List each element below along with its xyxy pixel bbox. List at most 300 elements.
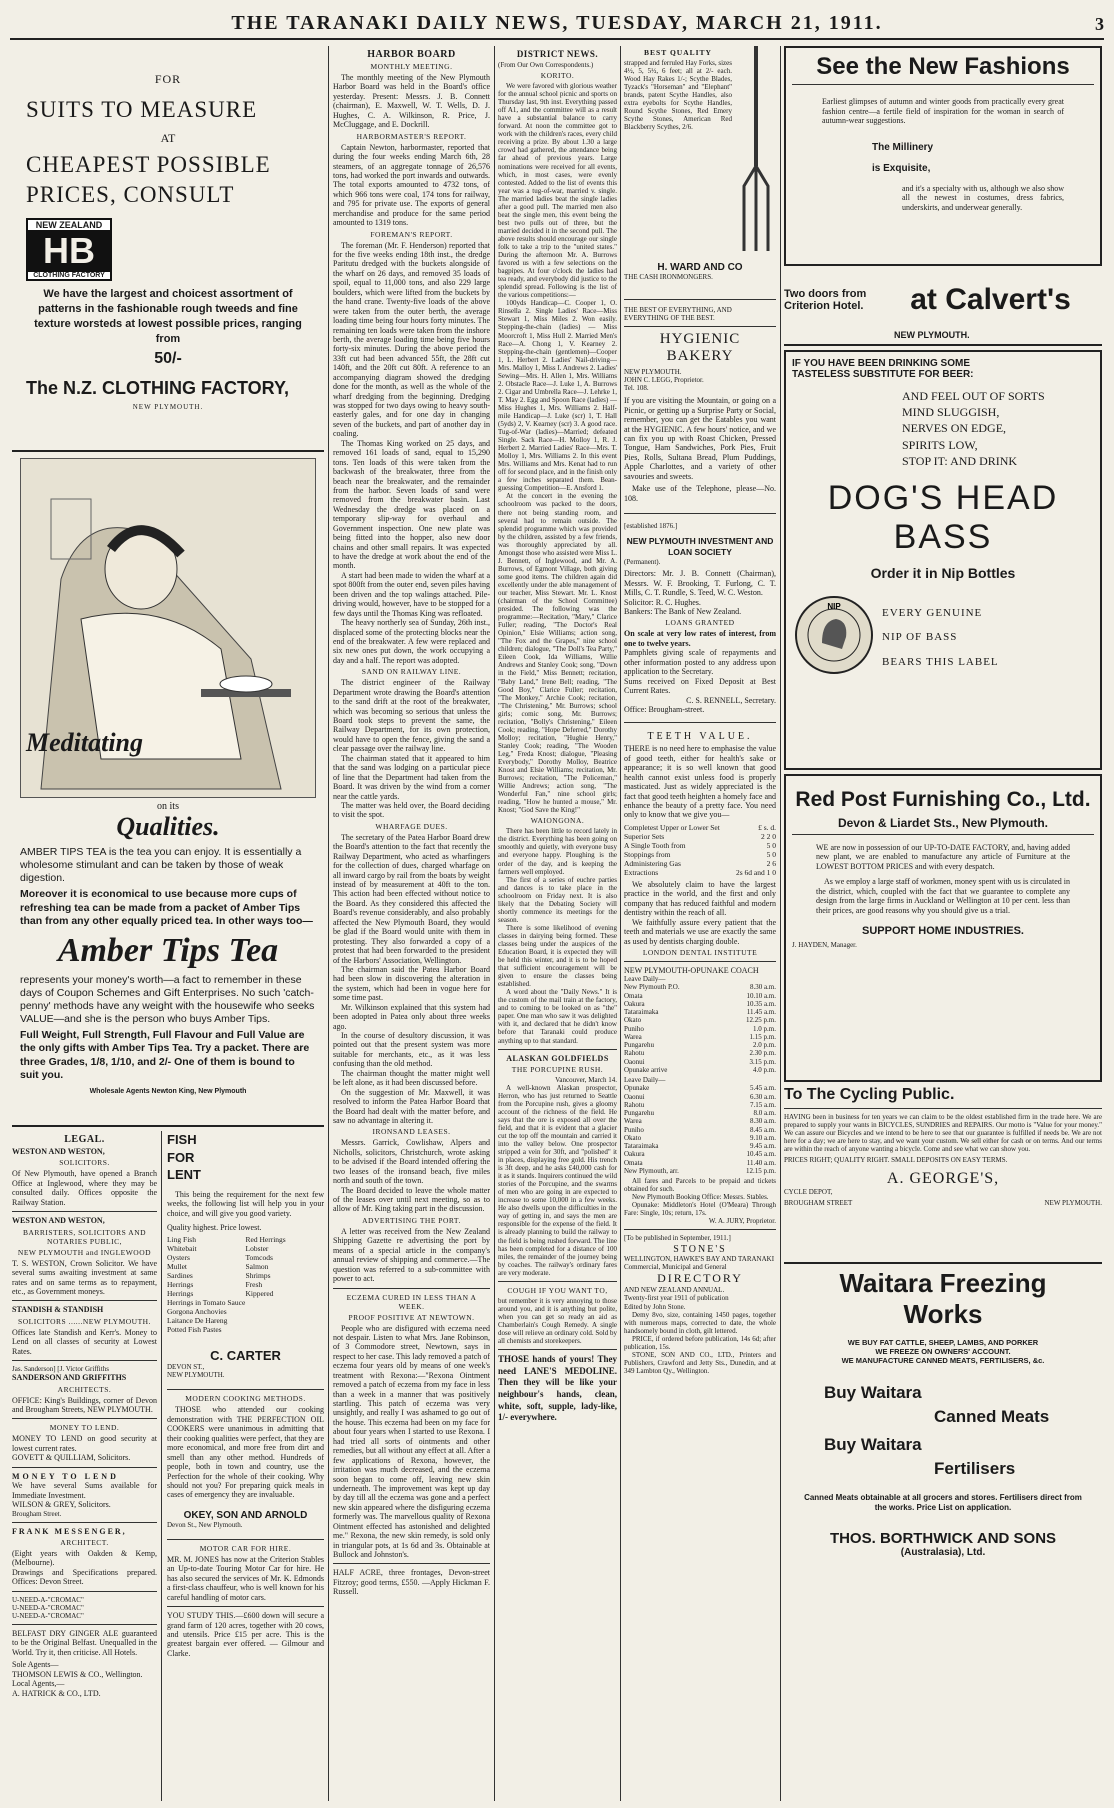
divider bbox=[12, 450, 324, 452]
harbor-title: HARBOR BOARD bbox=[367, 49, 456, 60]
alaskan-title: ALASKAN GOLDFIELDS bbox=[506, 1053, 609, 1063]
coach-row-cell: Opunake arrive bbox=[624, 1065, 668, 1074]
alaskan-text: A well-known Alaskan prospector, Herron, who has just returned to Seattle from the Porcupine rush, gives a gloomy account of the richness of the field. He says that the ore is exposed all over the field, and that it is evident that a glacier cut the top off the mountain and carried it into the valley below. One prospector stripped a vein for 30ft, and "polished" it in places, displaying free gold. His trench is 3ft deep, and he asks £40,000 cash for it as it stands. Inquirers continued the wild stories of the Porcupine, and the swarms of men who are going in are expected to increase to some 10,000 in a few weeks. He also dwells upon the difficulties in the way of getting in, and says the men are responsible for the expense of the field. It is already planning to build the railway to the field is being rushed forward. The line has been completed for a distance of 100 miles, the remainder of the journey being by coaches. The railway's ordinary fares are very moderate. bbox=[498, 1083, 617, 1277]
waiongona-title: WAIONGONA. bbox=[530, 816, 585, 826]
coach-row bbox=[624, 1058, 776, 1066]
messenger-role: ARCHITECT. bbox=[60, 1538, 109, 1548]
suits-town: NEW PLYMOUTH. bbox=[132, 403, 204, 412]
waiongona-p5: There is some likelihood of evening classes in dairying being formed. These classes being under the auspices of the Education Board, it is expected they will be held this winter, and it is to be hoped that sufficient encouragement will be given to ensure the classes being established. bbox=[498, 923, 617, 989]
fashions-p1: Earliest glimpses of autumn and winter goods from practically every great fashion centre—a fertile field of inspiration for the woman in search of autumn-wear suggestions. bbox=[822, 97, 1064, 126]
label-logo-text: NIP bbox=[827, 601, 841, 611]
fish-item: Herrings in Tomato Sauce bbox=[167, 1298, 246, 1308]
beer-line-1: IF YOU HAVE BEEN DRINKING SOME bbox=[792, 358, 970, 369]
dogs-head-1: DOG'S HEAD bbox=[827, 478, 1059, 517]
bakery-phone: Make use of the Telephone, please—No. 108. bbox=[624, 484, 776, 503]
fish-column bbox=[162, 1131, 324, 1801]
money2-firm: WILSON & GREY, Solicitors. bbox=[12, 1500, 111, 1510]
calvert-town: NEW PLYMOUTH. bbox=[894, 330, 970, 340]
half-acre-text: HALF ACRE, three frontages, Devon-street Fitzroy; good terms, £550. —Apply Hickman F. Russell. bbox=[333, 1568, 490, 1597]
coach-row bbox=[624, 1134, 776, 1142]
coach-row bbox=[624, 1167, 776, 1175]
cough-title: COUGH IF YOU WANT TO, bbox=[507, 1285, 608, 1295]
fish-item: Tomcods bbox=[245, 1253, 273, 1263]
tea-para-3: represents your money's worth—a fact to remember in these days of Coupon Schemes and Gift Enterprises. No such 'catch-penny' methods have any weight with the housewife who seeks VALUE—and she is the person who buys Amber Tips. bbox=[20, 973, 315, 1026]
hay-fork-advert bbox=[624, 46, 776, 256]
teeth-row-cell: 5 0 bbox=[766, 840, 776, 850]
coach-row-cell: Omata bbox=[624, 1158, 643, 1167]
divider bbox=[498, 1281, 617, 1282]
eczema-sub: PROOF POSITIVE AT NEWTOWN. bbox=[348, 1312, 475, 1322]
eczema-text: People who are disfigured with eczema need not despair. Listen to what Mrs. Jane Robinson, of 3 Commodore street, Newtown, says in respect to her case. This lady removed a patch of eczema four years old by means of one week's treatment with Rexona:—"Rexona Ointment removed a patch of eczema from my face in less than a week in a manner that was positively startling. This patch of eczema was very unsightly, and really I was ashamed to go out of the house. This eczema had been on my face for about four years when I started to use Rexona. I had tried all sorts of ointments and other remedies, but all without any effect at all. After a few applications of Rexona, however, the irritation was much decreased, and the eczema soon began to come off, leaving new skin underneath. The improvement was kept up day by day till all the eczema was gone and a perfect new skin appeared where the disfiguring eczema formerly was. The marvellous quality of Rexona Ointment effected has astonished and delighted me." Rexona, the new skin remedy, is sold only in triangular pots, at 1s 6d and 3s. Obtainable at Bullock and Johnston's. bbox=[333, 1323, 490, 1559]
coach-row bbox=[624, 983, 776, 991]
messenger-text2: Drawings and Specifications prepared. Offices: Devon Street. bbox=[12, 1567, 157, 1587]
directory-pub: [To be published in September, 1911.] bbox=[624, 1234, 731, 1243]
harbor-p9: The matter was held over, the Board deciding to visit the spot. bbox=[333, 800, 490, 820]
teeth-row bbox=[624, 868, 776, 877]
society-est: [established 1876.] bbox=[624, 522, 678, 531]
teeth-row-cell: Stoppings from bbox=[624, 849, 671, 859]
directory-title: STONE'S bbox=[673, 1244, 727, 1256]
coach-row bbox=[624, 1150, 776, 1158]
masthead bbox=[10, 12, 1104, 40]
teeth-text: THERE is no need here to emphasise the value of good teeth, either for health's sake or appearance; it is so well known that good health cannot exist unless food is properly masticated. Just as widely appreciated is the fact that good teeth heighten a homely face and enhance the beauty of a pretty face. You need only to know that we give you— bbox=[624, 744, 776, 820]
harbor-p3: The foreman (Mr. F. Henderson) reported that for the five weeks ending 18th inst., the dredge Paritutu dredged with the buckets alongside of the wharf on 26 days, and removed 35 loads of spoil, equal to 11,000 tons, and also 229 large boulders, which were lifted from the buckets by the hand crane. Twenty-five loads of the above were taken from the outer berth, the average loading time being four hours forty minutes. The remaining ten loads were taken from the inshore berth, the average loading time being five hours forty-six minutes. During the above period the 33ft cut had been advanced 55ft, the 28ft cut 140ft, and the 20ft cut 80ft. A reference to an accompanying diagram showed the dredging done for the month, as well as the whole of the wharf dredging from the beginning. Dredging was stopped for two days owing to heavy south-easterly gales, and for one day in changing seven of the buckets, and part of another day in coaling. bbox=[333, 240, 490, 439]
fish-firm: C. CARTER bbox=[210, 1348, 281, 1364]
money1-firm: GOVETT & QUILLIAM, Solicitors. bbox=[12, 1453, 131, 1463]
divider bbox=[12, 1211, 157, 1212]
directory-editor: Edited by John Stone. bbox=[624, 1302, 686, 1311]
hb-logo-top: NEW ZEALAND bbox=[28, 220, 110, 230]
bakery-owner: JOHN C. LEGG, Proprietor. bbox=[624, 376, 704, 385]
study-text: YOU STUDY THIS.—£600 down will secure a grand farm of 120 acres, together with 20 cows, and utensils. Price £15 per acre. This is the greatest bargain ever offered. — Gilmour and Clarke. bbox=[167, 1611, 324, 1658]
money2-place: Brougham Street. bbox=[12, 1509, 62, 1518]
suits-body: We have the largest and choicest assortment of patterns in the fashionable rough tweeds and fine texture worsteds at lowest possible prices, ranging from bbox=[34, 288, 302, 345]
harbor-sub: MONTHLY MEETING. bbox=[370, 62, 453, 71]
legal-a4-text: OFFICE: King's Buildings, corner of Devon and Brougham Streets, NEW PLYMOUTH. bbox=[12, 1395, 157, 1415]
coach-row-cell: Oaonui bbox=[624, 1092, 645, 1101]
harbor-s6: ADVERTISING THE PORT. bbox=[362, 1215, 461, 1225]
coach-row-cell: Rahotu bbox=[624, 1049, 645, 1058]
teeth-row-cell: £ s. d. bbox=[758, 822, 776, 832]
bakery-title: HYGIENIC BAKERY bbox=[659, 331, 741, 365]
coach-row bbox=[624, 1066, 776, 1074]
coach-row-cell: Oakura bbox=[624, 1150, 645, 1159]
waitara-advert bbox=[784, 1268, 1102, 1558]
teeth-text3: We faithfully assure every patient that the teeth and materials we use are exactly the same as used by dentists charging double. bbox=[624, 917, 776, 946]
directory-sub2: Commercial, Municipal and General bbox=[624, 1263, 727, 1272]
fish-title-1: FISH bbox=[167, 1132, 197, 1147]
teeth-row-cell: Completest Upper or Lower Set bbox=[624, 822, 720, 832]
cough-text: but remember it is very annoying to those around you, and it is anything but polite, when you can get so ready an aid as Chamberlain's Cough Remedy. A single dose will relieve an ordinary cold. Sold by all chemists and storekeepers. bbox=[498, 1296, 617, 1345]
coach-leave-1: Leave Daily— bbox=[624, 975, 666, 984]
bakery-tag-1: THE BEST OF EVERYTHING, AND bbox=[624, 306, 732, 315]
coach-text: All fares and Parcels to be prepaid and tickets obtained for such. bbox=[624, 1177, 776, 1194]
directory-firm: STONE, SON AND CO., LTD., Printers and Publishers, Crawford and Jetty Sts., Dunedin, and at 349 Lambton Qy., Wellington. bbox=[624, 1350, 776, 1375]
fish-item: Salmon bbox=[245, 1262, 269, 1272]
society-text2: Sums received on Fixed Deposit at Best Current Rates. bbox=[624, 676, 776, 696]
legal-a2-text: T. S. WESTON, Crown Solicitor. We have several sums awaiting investment at same rates and on same terms as to repayment, etc., as Government moneys. bbox=[12, 1258, 157, 1296]
coach-row-cell: Omata bbox=[624, 991, 643, 1000]
label-line-1: EVERY GENUINE bbox=[882, 607, 983, 620]
waitara-title-1: Waitara Freezing bbox=[839, 1268, 1047, 1298]
fashions-title: See the New Fashions bbox=[816, 53, 1070, 80]
cycling-firm: A. GEORGE'S, bbox=[886, 1170, 1000, 1188]
coach-timetable-return bbox=[624, 1084, 776, 1175]
fish-item: Ling Fish bbox=[167, 1235, 196, 1245]
fish-item bbox=[246, 1307, 325, 1316]
divider bbox=[12, 1125, 324, 1127]
coach-proprietor: W. A. JURY, Proprietor. bbox=[708, 1217, 776, 1226]
coach-row-cell: Puniho bbox=[624, 1125, 644, 1134]
legal-column bbox=[12, 1131, 162, 1801]
harbor-p14: The chairman thought the matter might well be left alone, as it had been discussed before. bbox=[333, 1068, 490, 1088]
calvert-left-2: Criterion Hotel. bbox=[784, 300, 864, 312]
divider bbox=[498, 1049, 617, 1050]
beer-line-7: STOP IT: AND DRINK bbox=[902, 453, 1018, 468]
dogs-head-label-icon bbox=[792, 593, 876, 677]
teeth-title: TEETH VALUE. bbox=[647, 731, 753, 743]
local-agents: Local Agents,— bbox=[12, 1679, 65, 1689]
waitara-line-3: WE MANUFACTURE CANNED MEATS, FERTILISERS, &c. bbox=[841, 1356, 1045, 1365]
divider bbox=[12, 1591, 157, 1592]
legal-a4-line: Jas. Sanderson] [J. Victor Griffiths bbox=[12, 1365, 109, 1374]
coach-row-cell: 5.45 a.m. bbox=[749, 1084, 776, 1093]
canned-meats: Canned Meats bbox=[934, 1407, 1050, 1426]
harbor-p11: The chairman said the Patea Harbor Board had been slow in discovering the alteration in the system, which had been in vogue here for some time past. bbox=[333, 964, 490, 1003]
hb-logo-bottom: CLOTHING FACTORY bbox=[28, 272, 110, 279]
fish-item: Shrimps bbox=[245, 1271, 271, 1281]
fashions-p2: and it's a specialty with us, although we also show all the newest in costumes, dress fabrics, underskirts, and underwear generally. bbox=[902, 183, 1064, 212]
nip-bottles: Order it in Nip Bottles bbox=[870, 564, 1016, 581]
bakery-tag-2: EVERYTHING OF THE BEST. bbox=[624, 314, 715, 323]
teeth-row bbox=[624, 841, 776, 850]
column-rule bbox=[494, 46, 495, 1801]
coach-row-cell: 8.45 a.m. bbox=[749, 1125, 776, 1134]
divider bbox=[12, 1624, 157, 1625]
fertilisers: Fertilisers bbox=[934, 1459, 1016, 1478]
bakery-tel: Tel. 108. bbox=[624, 384, 649, 393]
nip-label-logo bbox=[792, 593, 882, 682]
borthwick-firm: THOS. BORTHWICK AND SONS bbox=[829, 1529, 1057, 1547]
coach-row bbox=[624, 1084, 776, 1092]
redpost-title: Red Post Furnishing Co., Ltd. bbox=[795, 788, 1091, 811]
legal-a1-role: SOLICITORS. bbox=[59, 1158, 110, 1168]
fish-title-2: FOR bbox=[167, 1149, 195, 1165]
coach-opunake: Opunake: Middleton's Hotel (O'Meara) Through Fare: Single, 10s; return, 17s. bbox=[624, 1201, 776, 1218]
coach-row bbox=[624, 992, 776, 1000]
dogs-head-bass-advert bbox=[784, 350, 1102, 770]
coach-row-cell: 1.0 p.m. bbox=[753, 1024, 776, 1033]
teeth-row-cell: Superior Sets bbox=[624, 831, 665, 841]
fork-head: BEST QUALITY bbox=[644, 48, 712, 57]
cooking-firm: OKEY, SON AND ARNOLD bbox=[183, 1509, 308, 1521]
page-number: 3 bbox=[1095, 14, 1104, 34]
coach-row-cell: Tataraimaka bbox=[624, 1142, 659, 1150]
redpost-p1: WE are now in possession of our UP-TO-DATE FACTORY, and, having added new plant, we are enabled to manufacture any article of Furniture at the LOWEST BOTTOM PRICES and with every despatch. bbox=[816, 843, 1070, 871]
harbor-p2: Captain Newton, harbormaster, reported that during the four weeks ending March 6th, 28 steamers, of an aggregate tonnage of 26,576 tons, had worked the port inwards and outwards. The total exports amounted to 4732 tons, of which 966 tons were coal, 174 tons for railway, and 795 for private use. The exports of general merchandise and produce for the same period amounted to 1319 tons. bbox=[333, 142, 490, 228]
tea-meditating: Meditating bbox=[26, 728, 144, 757]
fork-firm-sub: THE CASH IRONMONGERS. bbox=[624, 273, 713, 281]
redpost-manager: J. HAYDEN, Manager. bbox=[792, 941, 857, 950]
coach-row-cell: 10.45 a.m. bbox=[746, 1150, 776, 1159]
coach-row-cell: Oakura bbox=[624, 999, 645, 1008]
fish-item: Herrings bbox=[167, 1280, 194, 1290]
divider bbox=[333, 1563, 490, 1564]
teeth-row bbox=[624, 832, 776, 841]
money2-title: MONEY TO LEND bbox=[12, 1471, 119, 1481]
society-loans: LOANS GRANTED bbox=[665, 618, 735, 628]
calverts-advert bbox=[784, 270, 1102, 330]
coach-booking: New Plymouth Booking Office: Messrs. Stables. bbox=[632, 1193, 769, 1202]
society-loans-text: On scale at very low rates of interest, from one to twelve years. bbox=[624, 629, 776, 648]
sole-agents-firm: THOMSON LEWIS & CO., Wellington. bbox=[12, 1669, 143, 1679]
millinery-2: is Exquisite, bbox=[872, 162, 931, 174]
harbor-p13: In the course of desultory discussion, it was pointed out that the present system was more suitable for merchants, etc., as it was less confusing than the old method. bbox=[333, 1031, 490, 1069]
suits-line1: SUITS TO MEASURE bbox=[26, 97, 258, 122]
millinery-1: The Millinery bbox=[872, 141, 934, 153]
society-title: NEW PLYMOUTH INVESTMENT AND LOAN SOCIETY bbox=[626, 536, 774, 558]
korito-p2: At the concert in the evening the schoolroom was packed to the doors, there not being standing room, and several had to remain outside. The splendid programme which was provided by the children, assisted by a few friends, was thoroughly appreciated by all. Amongst those who assisted were Miss L. J. Bennett, of Inglewood, and Mr. A. Burrows, of Egmont Village, both giving some good items. The children again did excellently under the able management of our teacher, Miss Stewart. Mr. L. Knost (chairman of the School Committee) presided. The following was the programme:—Recitation, "Mary," Clarice Fuller; reading, "The Doctor's Real Opinion," Elsie Williams; action song, "The Fox and the Grapes," nine school children; dialogue, "The Doll's Tea Party," Eileen Cook, Ida Williams, Willie Andrews and Stanley Cook; song, "Down in the Field," Miss Bennett; recitation, "Baby Land," Irene Bell; reading, "The Good Boy," Clarice Fuller; recitation, "The Monkey," Archie Cook; recitation, "The Christening," Mr. Burrows; school girls; comic song, Mr. Burrows; recitation, "Bolly's Christening," Eileen Cook; reading, "Hope Deferred," Dorothy Molloy; recitation, "Hughie Henry," Stanley Cook; reading, "The Wooden Leg," Freda Knost; dialogue, "Pleasing Everybody," Dorothy Molloy, Beatrice Knost and Elsie Williams; recitation, Mr. Burrows; recitation, "The Policeman," Willie Andrews; action song, "The Wonderful Fan," nine school girls; reading, "How he hunted a mouse," Mr. Knost; "God Save the King!" bbox=[498, 492, 617, 815]
coach-row bbox=[624, 1041, 776, 1049]
legal-a4-name: SANDERSON AND GRIFFITHS bbox=[12, 1373, 127, 1383]
harbor-p16: Messrs. Garrick, Cowlishaw, Alpers and Nicholls, solicitors, Christchurch, wrote asking to be advised if the Board intended offering the two leases of the ironsand beach, five miles north and south of the town. bbox=[333, 1138, 490, 1186]
fish-item: Herrings bbox=[167, 1289, 194, 1299]
divider bbox=[12, 1467, 157, 1468]
society-text: Pamphlets giving scale of repayments and other information posted to any address upon application to the Secretary. bbox=[624, 648, 776, 677]
teeth-text2: We absolutely claim to have the largest practice in the world, and the first and only company that has reduced faithful and modern dentistry within the reach of all. bbox=[624, 879, 776, 918]
legal-a3-role: SOLICITORS ......NEW PLYMOUTH. bbox=[18, 1316, 151, 1326]
fish-item: Lobster bbox=[245, 1244, 269, 1254]
money2-text: We have several Sums available for Immediate Investment. bbox=[12, 1481, 157, 1500]
beer-line-2: TASTELESS SUBSTITUTE FOR BEER: bbox=[792, 369, 974, 380]
society-solicitor: Solicitor: R. C. Hughes. bbox=[624, 597, 701, 607]
teeth-price-table bbox=[624, 823, 776, 877]
redpost-support: SUPPORT HOME INDUSTRIES. bbox=[862, 925, 1024, 938]
hb-logo bbox=[26, 218, 112, 281]
cromac-2: U-NEED-A-"CROMAC" bbox=[12, 1603, 84, 1612]
bakery-text: If you are visiting the Mountain, or going on a Picnic, or getting up a Surprise Party or Social, remember, you can get the Eatables you want at the HYGIENIC. A few hours' notice, and we can fix you up with Roast Chicken, Pressed Tongue, Ham Sandwiches, Pork Pies, Fruit Pies, Rolls, Sultana Bread, Plum Puddings, Apple Charlottes, and a variety of other savouries and sweets. bbox=[624, 396, 776, 481]
fish-item bbox=[246, 1298, 325, 1307]
coach-row bbox=[624, 1049, 776, 1057]
korito-p1: We were favored with glorious weather for the annual school picnic and sports on Thursday last, 9th inst. Everything passed off A1, and the committee will as a result have a substantial balance to carry forward. At noon the committee got to work with the children's races, every child receiving a prize. By about 1.30 a large crowd had gathered, the attendance being far ahead of previous years. Large nominations were received for all events, which, in most cases, were evenly contested. Added to the list of events this year was a tug-of-war, married v. single. The married ladies beat the single ladies after a good pull. The married men also beat the single men, this event being the best two pulls out of three, but the married decided it in the second pull. The above results should encourage our single folk to take a trip to the "united states." During the afternoon Mr. A. Burrows favored us with a few selections on the bagpipes. At four o'clock the ladies had tea ready, and everybody did justice to the splendid spread. Following is the list of the various competitions:— bbox=[498, 82, 617, 300]
harbor-p18: A letter was received from the New Zealand Shipping Gazette re advertising the port by means of a special article in the company's annual review of shipping and commerce.—The question was referred to a sub-committee with power to act. bbox=[333, 1226, 490, 1284]
coach-row-cell: Pungarehu bbox=[624, 1041, 654, 1050]
coach-row-cell: Warea bbox=[624, 1117, 642, 1126]
bakery-town: NEW PLYMOUTH. bbox=[624, 368, 682, 377]
harbor-p17: The Board decided to leave the whole matter of the leases over until next meeting, so as to allow of Mr. King taking part in the discussion. bbox=[333, 1185, 490, 1214]
directory-big: DIRECTORY bbox=[657, 1271, 743, 1286]
fish-item bbox=[246, 1325, 325, 1334]
coach-row-cell: Oaonui bbox=[624, 1057, 645, 1066]
coach-row-cell: Puniho bbox=[624, 1024, 644, 1033]
suits-line2: CHEAPEST POSSIBLE bbox=[26, 152, 271, 177]
money1-title: MONEY TO LEND. bbox=[49, 1423, 120, 1433]
hb-logo-mid: HB bbox=[28, 230, 110, 272]
fish-item: Kippered bbox=[245, 1289, 274, 1299]
column-rule bbox=[780, 46, 781, 1801]
divider bbox=[784, 344, 1102, 346]
coach-row bbox=[624, 1126, 776, 1134]
divider bbox=[12, 1522, 157, 1523]
column-3-district-news bbox=[498, 46, 617, 1801]
cycling-text: HAVING been in business for ten years we can claim to be the oldest established firm in the trade here. We are prepared to supply your wants in BICYCLES, SUNDRIES and REPAIRS. Our motto is "Value for your money." We can assure our Bicycles and we intend to be here to see that our guarantee is fulfilled if needs be. We are not here for a day; we are here to stay, and we want your custom. We sell either for cash or on terms. And our terms are within the reach of anyone wanting a bicycle. Come and see what we can show you. bbox=[784, 1113, 1102, 1154]
cooking-title: MODERN COOKING METHODS. bbox=[185, 1394, 306, 1404]
motor-title: MOTOR CAR FOR HIRE. bbox=[199, 1543, 292, 1553]
directory-sub3: AND NEW ZEALAND ANNUAL. bbox=[624, 1286, 725, 1295]
harbor-p8: The chairman stated that it appeared to him that the sand was lodging on a particular piece of line that the Department had taken from the Board. It was driven by the wind from a corner near the cattle yards. bbox=[333, 753, 490, 801]
column-rule bbox=[620, 46, 621, 1801]
teeth-row-cell: 2 6 bbox=[766, 858, 776, 868]
coach-row bbox=[624, 1101, 776, 1109]
korito-results: 100yds Handicap—C. Cooper 1, O. Rinsella 2. Single Ladies' Race—Miss Stewart 1, Miss Miles 2. Won easily. Stepping-the-chain (ladies) — Miss Moorcroft 1, Miss Hull 2. Married Men's Race—A. Chong 1, V. Kearney 2. Stepping-the-chain (gentlemen)—Cooper 1, L. Herbert 2. Ladies' Nail-driving—Mrs. Malloy 1, Miss I. Andrews 2. Ladies' Sewing—Mrs. H. Allen 1, Mrs. Williams 2. Obstacle Race—J. Luke 1, A. Burrows 2. Cigar and Umbrella Race—J. Lehrke 1, T. May 2. Egg and Spoon Race (ladies) —Miss Hughes 1, Mrs. Williams 2. Half-mile Handicap—J. Luke (scr) 1, T. Hall (5yds) 2, V. Kearney (scr) 3. A good race. Tug-of-War (ladies)—Married; defeated Single. Sack Race—H. Molloy 1, R. J. Herbert 2. Married Ladies' Race—Mrs. T. Molloy 1, Mrs. Williams 2. In this event Mrs. Williams and Mrs. Kenat had to run off for second place, and in the finish only a few inches separated them. Bean-guessing Competition—E. Ansford 1. bbox=[498, 299, 617, 493]
column-5 bbox=[784, 46, 1102, 1801]
coach-row-cell: 11.45 a.m. bbox=[746, 1008, 776, 1017]
harbor-p15: On the suggestion of Mr. Maxwell, it was resolved to inform the Patea Harbor Board that the Board had dealt with the matter before, and saw no advantage in altering it. bbox=[333, 1087, 490, 1125]
harbor-p6: The heavy northerly sea of Sunday, 26th inst., displaced some of the protecting blocks near the end of the breakwater. A few were replaced and six new ones put down, the work occupying a day and a half. The report was adopted. bbox=[333, 618, 490, 665]
legal-a1-name: WESTON AND WESTON, bbox=[12, 1147, 105, 1156]
tea-agents: Wholesale Agents Newton King, New Plymouth bbox=[89, 1087, 247, 1095]
coach-row bbox=[624, 1016, 776, 1024]
coach-row bbox=[624, 1025, 776, 1033]
alaskan-dateline: Vancouver, March 14. bbox=[555, 1075, 617, 1084]
cromac-1: U-NEED-A-"CROMAC" bbox=[12, 1595, 84, 1604]
waitara-line-2: WE FREEZE ON OWNERS' ACCOUNT. bbox=[875, 1347, 1011, 1356]
fish-title-3: LENT bbox=[167, 1167, 201, 1183]
coach-row-cell: 9.45 a.m. bbox=[749, 1142, 776, 1150]
directory-year: Twenty-first year 1911 of publication bbox=[624, 1294, 729, 1303]
coach-row bbox=[624, 1008, 776, 1016]
teeth-row-cell: Extractions bbox=[624, 867, 659, 877]
harbor-p10: The secretary of the Patea Harbor Board drew the Board's attention to the fact that recently the Railway Department, who acted as wharfingers for the collection of dues, charged wharfage on all inward cargo by rail from the boats by weight instead of by measurement at 40ft to the ton. This action had been effected without notice to the Board. As they considered this affected the Board's revenue considerably, and also probably affected the New Plymouth Board, they would be glad if the Board would unite with them in protesting. They also forwarded a copy of a protest that had been forwarded to the president of the Harbors' Association, Wellington. bbox=[333, 832, 490, 965]
coach-row bbox=[624, 1000, 776, 1008]
waiongona-p6: A word about the "Daily News." It is the custom of the mail train at the factory, and to coming to be looked on as "the" paper. One man who saw it was delighted with it, and declared that he didn't know before that Taranaki could produce anything up to that standard. bbox=[498, 988, 617, 1045]
teeth-row-cell: Administering Gas bbox=[624, 858, 681, 868]
divider bbox=[792, 84, 1094, 85]
column-4 bbox=[624, 46, 776, 1801]
fish-list bbox=[167, 1235, 324, 1334]
suits-line3: PRICES, CONSULT bbox=[26, 182, 235, 207]
coach-row-cell: 8.30 a.m. bbox=[749, 1117, 776, 1126]
cycling-addr-left: BROUGHAM STREET bbox=[784, 1199, 853, 1208]
tea-para-4: Full Weight, Full Strength, Full Flavour and Full Value are the only gifts with Amber Tips Tea. Try a packet. There are three Grades, 1/8, 1/10, and 2/- One of them is bound to suit you. bbox=[20, 1029, 310, 1081]
coach-row bbox=[624, 1033, 776, 1041]
coach-row bbox=[624, 1109, 776, 1117]
amber-tips-advert bbox=[12, 456, 324, 1121]
divider bbox=[12, 1360, 157, 1361]
suits-for: FOR bbox=[154, 72, 182, 86]
coach-row-cell: Rahotu bbox=[624, 1100, 645, 1109]
fish-item: Gorgona Anchovies bbox=[167, 1307, 227, 1317]
divider bbox=[12, 1300, 157, 1301]
coach-row-cell: Warea bbox=[624, 1032, 642, 1041]
legal-a2-place: NEW PLYMOUTH and INGLEWOOD bbox=[17, 1247, 152, 1257]
motor-text: MR. M. JONES has now at the Criterion Stables an Up-to-date Touring Motor Car for hire. He has also secured the services of Mr. K. Edmonds a first-class chauffeur, who is well known for his careful handling of motor cars. bbox=[167, 1554, 324, 1602]
teeth-row-cell: 5 0 bbox=[766, 849, 776, 859]
harbor-p5: A start had been made to widen the wharf at a spot 800ft from the outer end, seven piles having been driven and the top walings attached. Pile-driving would, however, have to be stopped for a few days until the Thomas King was refloated. bbox=[333, 570, 490, 618]
teeth-row bbox=[624, 823, 776, 832]
coach-row-cell: 8.30 a.m. bbox=[749, 983, 776, 992]
legal-a1-text: Of New Plymouth, have opened a Branch Office at Inglewood, where they may be consulted daily. Offices opposite the Railway Station. bbox=[12, 1169, 157, 1207]
divider bbox=[784, 1108, 1102, 1109]
cooking-text: THOSE who attended our cooking demonstration with THE PERFECTION OIL COOKERS were unanimous in admitting that their cooking qualities were perfect, that they are more economical, and more free from dirt and smell than any other method. Hundreds of people, both in town and country, use the Perfection for the whole of their cooking. Why should not you? For preparing quick meals in cases of emergency they are invaluable. bbox=[167, 1405, 324, 1500]
harbor-s3: SAND ON RAILWAY LINE. bbox=[361, 667, 462, 677]
fish-quality: Quality highest. Price lowest. bbox=[167, 1222, 262, 1232]
beer-line-4: MIND SLUGGISH, bbox=[902, 405, 1000, 420]
column-rule bbox=[328, 46, 329, 1801]
divider bbox=[624, 1229, 776, 1230]
harbor-p7: The district engineer of the Railway Department wrote drawing the Board's attention to the sand drift at the root of the breakwater, which was becoming so serious that unless the Board took steps to prevent the same, the Railway Department, for its own protection, would have to open the fence, giving the sand a clear passage over the railway line. bbox=[333, 678, 490, 754]
teeth-row bbox=[624, 850, 776, 859]
coach-timetable-out bbox=[624, 983, 776, 1074]
fish-intro: This being the requirement for the next few weeks, the following list will help you in your choice, and will give you good variety. bbox=[167, 1189, 324, 1218]
buy-waitara-2: Buy Waitara bbox=[824, 1435, 922, 1454]
beer-line-5: NERVES ON EDGE, bbox=[902, 421, 1007, 436]
cycling-addr-right: NEW PLYMOUTH. bbox=[1044, 1199, 1102, 1208]
legal-a3-name: STANDISH & STANDISH bbox=[12, 1305, 104, 1315]
borthwick-sub: (Australasia), Ltd. bbox=[900, 1546, 986, 1558]
society-bankers: Bankers: The Bank of New Zealand. bbox=[624, 607, 742, 617]
cycling-advert bbox=[784, 1086, 1102, 1258]
divider bbox=[624, 513, 776, 514]
beer-line-6: SPIRITS LOW, bbox=[902, 437, 978, 452]
fish-addr-1: DEVON ST., bbox=[167, 1363, 205, 1372]
teeth-row-cell: 2 2 0 bbox=[761, 831, 776, 841]
society-secretary: C. S. RENNELL, Secretary. bbox=[686, 695, 776, 705]
coach-row-cell: 10.35 a.m. bbox=[746, 999, 776, 1008]
calvert-left-1: Two doors from bbox=[784, 288, 867, 300]
coach-row-cell: 2.30 p.m. bbox=[749, 1049, 776, 1058]
divider bbox=[167, 1539, 324, 1540]
sole-agents: Sole Agents— bbox=[12, 1660, 59, 1670]
coach-row-cell: 6.30 a.m. bbox=[749, 1092, 776, 1101]
coach-row-cell: Pungarehu bbox=[624, 1109, 654, 1117]
divider bbox=[498, 1349, 617, 1350]
coach-row-cell: Okato bbox=[624, 1016, 642, 1025]
coach-row-cell: 8.0 a.m. bbox=[753, 1109, 776, 1117]
divider bbox=[12, 1418, 157, 1419]
column-1 bbox=[12, 46, 324, 1801]
messenger-name: FRANK MESSENGER, bbox=[12, 1526, 127, 1536]
teeth-firm: LONDON DENTAL INSTITUTE bbox=[642, 947, 758, 957]
divider bbox=[784, 1262, 1102, 1264]
coach-row-cell: New Plymouth, arr. bbox=[624, 1166, 679, 1175]
teeth-row-cell: 2s 6d and 1 0 bbox=[736, 867, 776, 877]
coach-row-cell: 1.15 p.m. bbox=[749, 1032, 776, 1041]
eczema-title: ECZEMA CURED IN LESS THAN A WEEK. bbox=[346, 1292, 477, 1311]
waiongona-p4: The first of a series of euchre parties and dances is to take place in the schoolroom on Friday next. It is also likely that the Debating Society will shortly commence its meetings for the season. bbox=[498, 875, 617, 924]
belfast-text: BELFAST DRY GINGER ALE guaranteed to be the Original Belfast. Unequalled in the World. Try it, then criticise. All Hotels. bbox=[12, 1628, 157, 1657]
coach-row-cell: 3.15 p.m. bbox=[749, 1057, 776, 1066]
fish-item: Oysters bbox=[167, 1253, 190, 1263]
cycling-prices: PRICES RIGHT; QUALITY RIGHT. SMALL DEPOSITS ON EASY TERMS. bbox=[784, 1156, 1008, 1165]
messenger-text: (Eight years with Oakden & Kemp, (Melbourne). bbox=[12, 1549, 157, 1568]
suits-advert bbox=[12, 46, 324, 446]
divider bbox=[167, 1389, 324, 1390]
coach-row-cell: 9.10 a.m. bbox=[749, 1133, 776, 1142]
directory-text: Demy 8vo, size, containing 1450 pages, together with numerous maps, corrected to date, the whole handsomely bound in cloth, gilt lettered. bbox=[624, 1310, 776, 1335]
coach-row bbox=[624, 1159, 776, 1167]
fork-text: strapped and ferruled Hay Forks, sizes 4½, 5, 5½, 6 feet; all at 2/- each. Wood Hay Rakes 1/-; Scythe Blades, Tyzack's "Horseman" and "Elephant" brands, patent Scythe Handles, also extra eyebolts for Scythe Handles, Round Scythe Stones, Red Emery Scythe Stones, American Red Blackberry Scythes, 2/6. bbox=[624, 59, 732, 132]
coach-row-cell: Opunake bbox=[624, 1084, 650, 1093]
cycling-firm-sub: CYCLE DEPOT, bbox=[784, 1188, 833, 1197]
coach-row-cell: Okato bbox=[624, 1133, 642, 1142]
dogs-head-2: BASS bbox=[893, 517, 993, 556]
district-title: DISTRICT NEWS. bbox=[516, 49, 599, 59]
divider bbox=[624, 326, 776, 327]
coach-row-cell: 12.15 p.m. bbox=[746, 1166, 776, 1175]
label-line-2: NIP OF BASS bbox=[882, 631, 958, 644]
harbor-s4: WHARFAGE DUES. bbox=[375, 821, 448, 831]
